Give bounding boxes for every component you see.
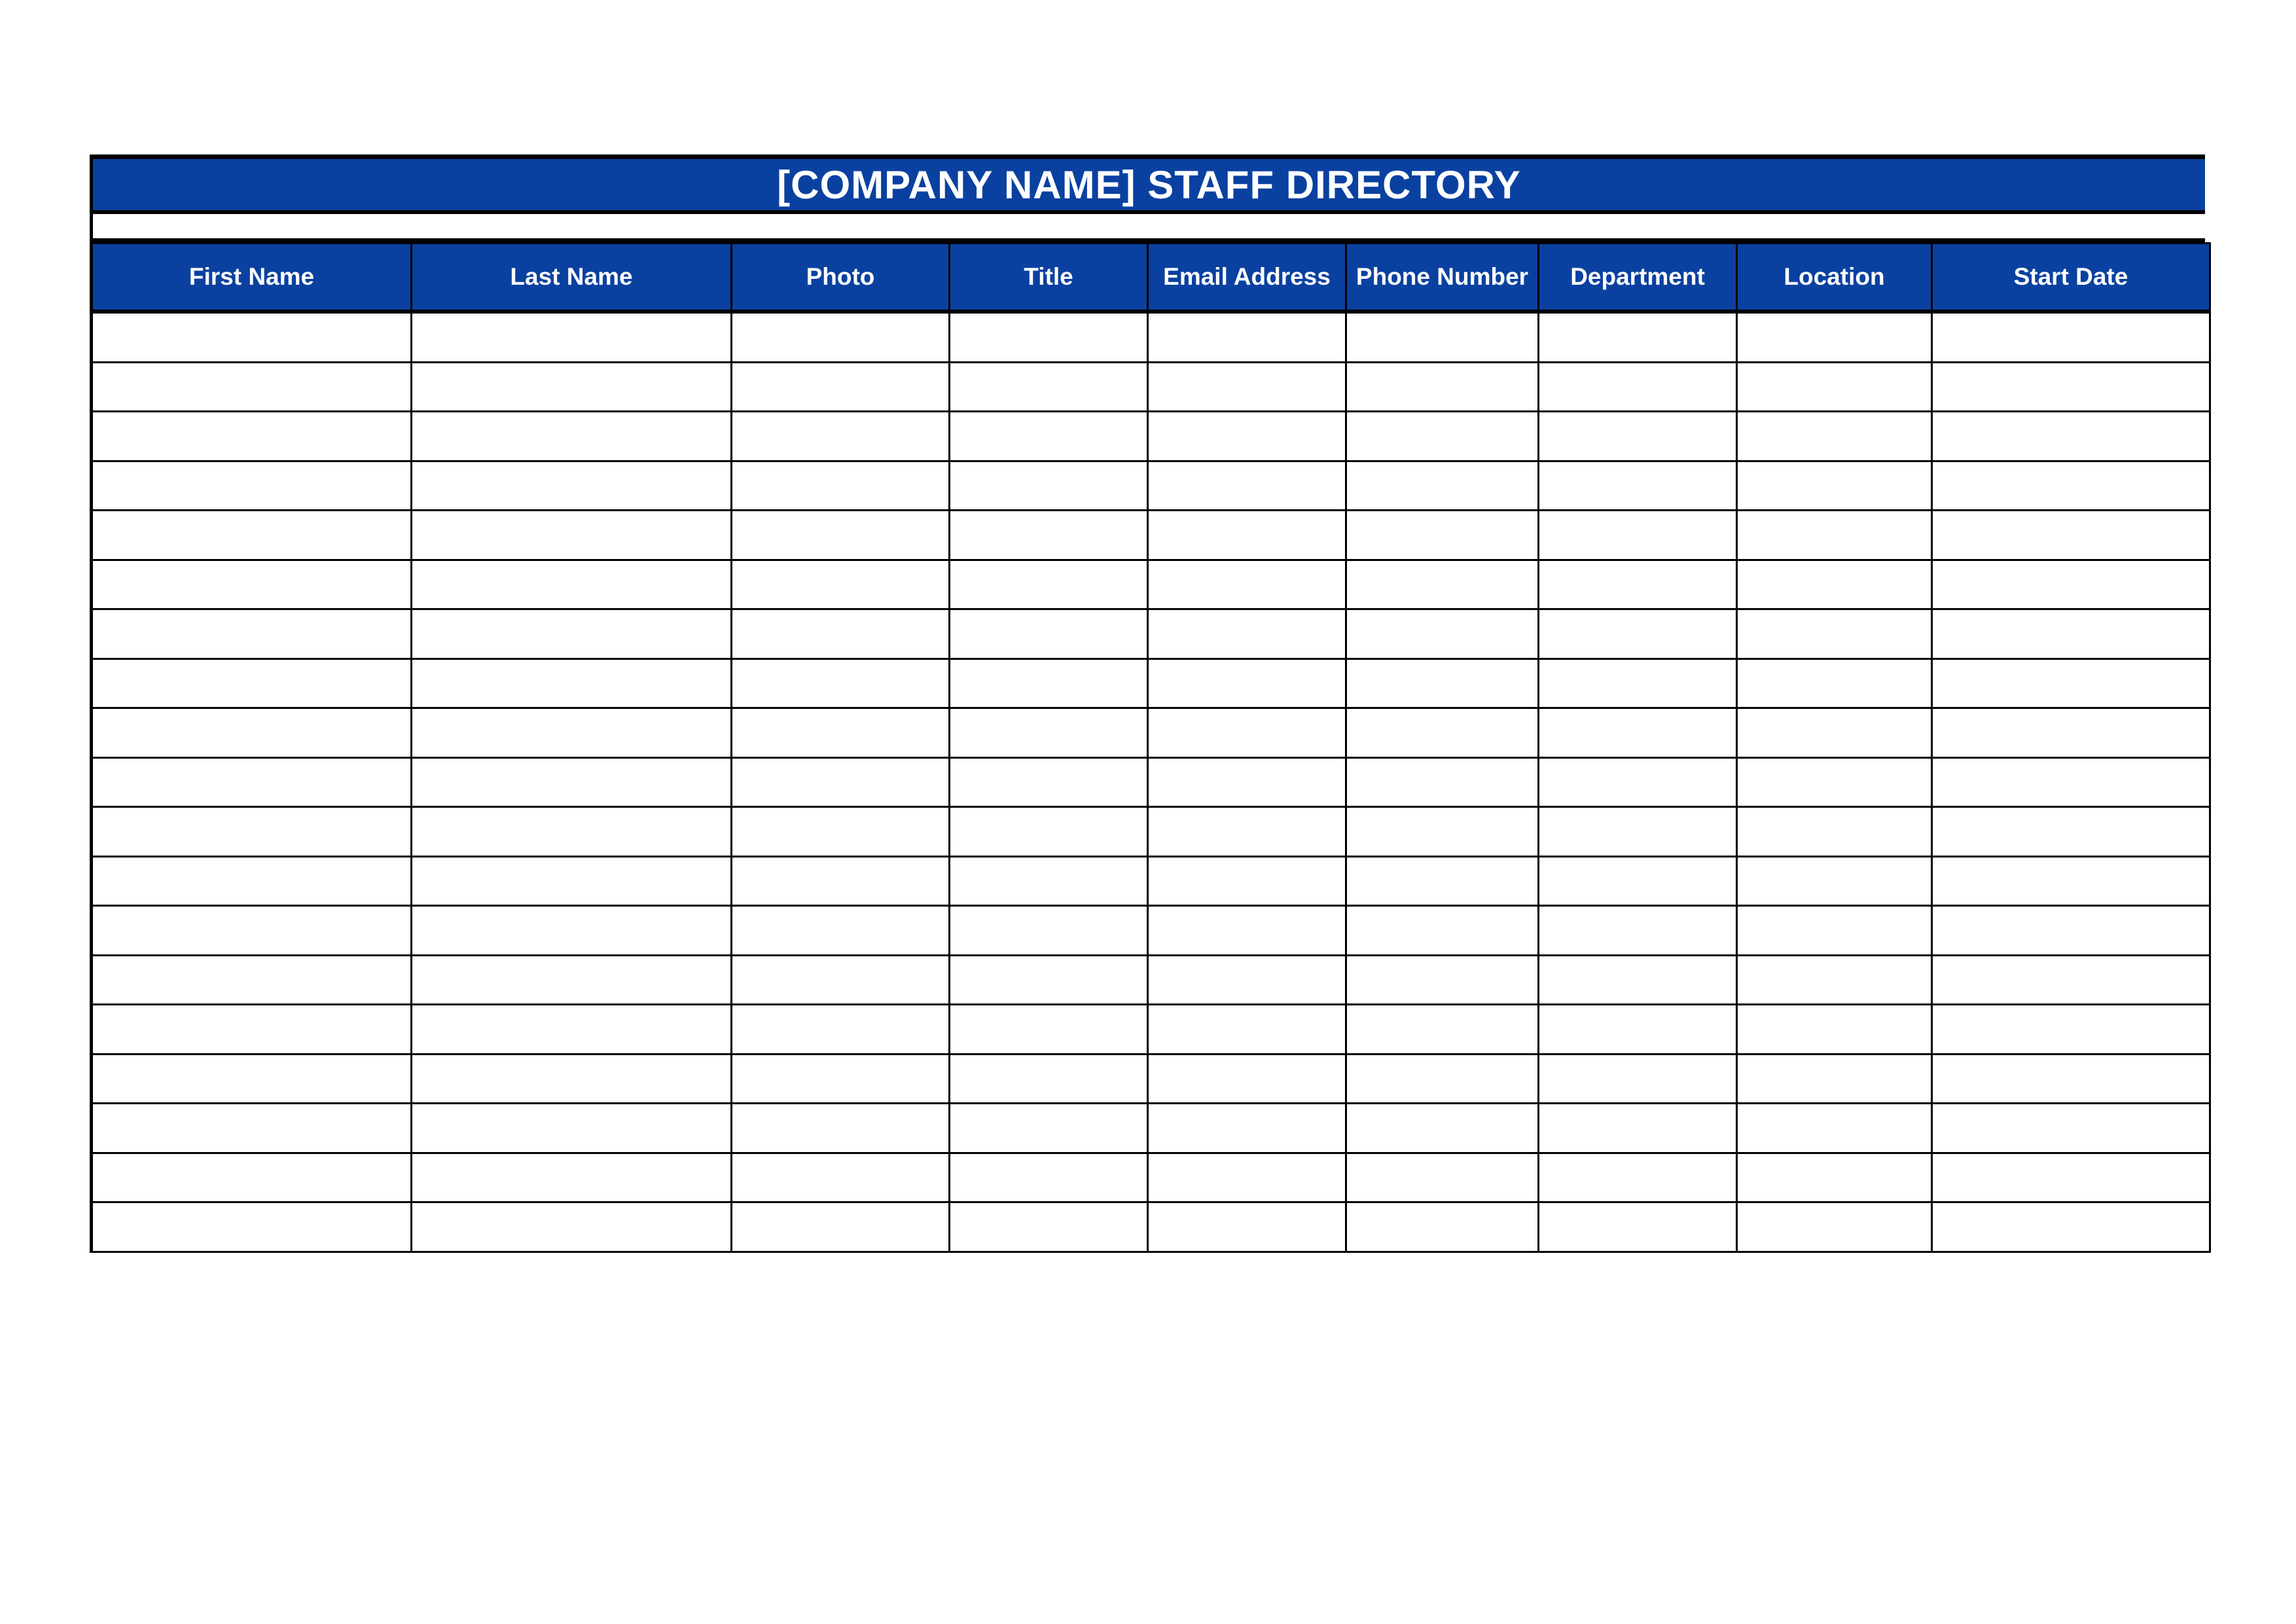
table-cell[interactable] (1346, 1202, 1539, 1252)
table-cell[interactable] (732, 412, 950, 461)
table-cell[interactable] (1148, 560, 1346, 609)
table-cell[interactable] (1346, 659, 1539, 708)
table-cell[interactable] (950, 560, 1148, 609)
table-row (92, 757, 2210, 807)
table-cell[interactable] (92, 1153, 412, 1202)
table-cell[interactable] (1932, 1202, 2210, 1252)
table-cell[interactable] (1539, 461, 1737, 511)
table-cell[interactable] (1539, 659, 1737, 708)
table-cell[interactable] (1737, 312, 1932, 362)
table-row (92, 955, 2210, 1005)
table-row (92, 1054, 2210, 1104)
table-cell[interactable] (732, 906, 950, 956)
table-cell[interactable] (1932, 1005, 2210, 1055)
table-cell[interactable] (1932, 1054, 2210, 1104)
table-cell[interactable] (1346, 1104, 1539, 1153)
table-cell[interactable] (1737, 1104, 1932, 1153)
table-cell[interactable] (1932, 461, 2210, 511)
table-cell[interactable] (1932, 757, 2210, 807)
table-cell[interactable] (1148, 312, 1346, 362)
table-cell[interactable] (92, 906, 412, 956)
table-cell[interactable] (732, 362, 950, 412)
table-cell[interactable] (1539, 312, 1737, 362)
table-cell[interactable] (412, 560, 732, 609)
table-cell[interactable] (1932, 511, 2210, 560)
staff-directory-sheet (90, 154, 2205, 1253)
table-cell[interactable] (1737, 955, 1932, 1005)
column-header-email-address: Email Address (1148, 244, 1346, 312)
title-bar (90, 154, 2205, 214)
table-cell[interactable] (1539, 609, 1737, 659)
table-cell[interactable] (412, 1005, 732, 1055)
table-cell[interactable] (1539, 708, 1737, 758)
table-cell[interactable] (92, 757, 412, 807)
table-cell[interactable] (92, 461, 412, 511)
table-cell[interactable] (1539, 807, 1737, 857)
table-cell[interactable] (1148, 708, 1346, 758)
table-cell[interactable] (412, 461, 732, 511)
table-cell[interactable] (1539, 511, 1737, 560)
table-cell[interactable] (1148, 1104, 1346, 1153)
table-cell[interactable] (950, 955, 1148, 1005)
table-cell[interactable] (950, 856, 1148, 906)
table-cell[interactable] (1539, 955, 1737, 1005)
table-cell[interactable] (412, 955, 732, 1005)
column-header-location: Location (1737, 244, 1932, 312)
table-cell[interactable] (950, 757, 1148, 807)
table-cell[interactable] (92, 1104, 412, 1153)
table-cell[interactable] (1148, 1054, 1346, 1104)
table-cell[interactable] (1148, 362, 1346, 412)
table-row (92, 1104, 2210, 1153)
column-header-photo: Photo (732, 244, 950, 312)
table-cell[interactable] (412, 807, 732, 857)
table-row (92, 807, 2210, 857)
table-cell[interactable] (732, 1153, 950, 1202)
table-cell[interactable] (412, 906, 732, 956)
table-cell[interactable] (732, 312, 950, 362)
table-cell[interactable] (1539, 1104, 1737, 1153)
table-cell[interactable] (1346, 906, 1539, 956)
table-cell[interactable] (950, 807, 1148, 857)
table-row (92, 1202, 2210, 1252)
table-cell[interactable] (1148, 1153, 1346, 1202)
table-cell[interactable] (1539, 757, 1737, 807)
table-cell[interactable] (732, 708, 950, 758)
table-cell[interactable] (1539, 1005, 1737, 1055)
table-cell[interactable] (92, 1005, 412, 1055)
table-cell[interactable] (1346, 362, 1539, 412)
table-cell[interactable] (732, 659, 950, 708)
table-cell[interactable] (92, 560, 412, 609)
table-row (92, 659, 2210, 708)
table-cell[interactable] (1932, 708, 2210, 758)
table-cell[interactable] (1737, 807, 1932, 857)
table-cell[interactable] (732, 955, 950, 1005)
table-row (92, 511, 2210, 560)
table-cell[interactable] (1346, 708, 1539, 758)
table-cell[interactable] (412, 856, 732, 906)
table-cell[interactable] (1932, 560, 2210, 609)
table-cell[interactable] (1737, 560, 1932, 609)
table-cell[interactable] (950, 1054, 1148, 1104)
table-cell[interactable] (412, 708, 732, 758)
table-cell[interactable] (1346, 1054, 1539, 1104)
table-cell[interactable] (1737, 1153, 1932, 1202)
table-row (92, 906, 2210, 956)
table-cell[interactable] (950, 1202, 1148, 1252)
table-cell[interactable] (1346, 807, 1539, 857)
table-cell[interactable] (92, 856, 412, 906)
table-cell[interactable] (1932, 312, 2210, 362)
table-cell[interactable] (1539, 1054, 1737, 1104)
table-row (92, 1005, 2210, 1055)
table-cell[interactable] (1346, 955, 1539, 1005)
table-cell[interactable] (412, 412, 732, 461)
table-cell[interactable] (1737, 461, 1932, 511)
table-cell[interactable] (1737, 1202, 1932, 1252)
table-cell[interactable] (1148, 511, 1346, 560)
table-cell[interactable] (732, 1104, 950, 1153)
table-cell[interactable] (1148, 955, 1346, 1005)
table-cell[interactable] (950, 708, 1148, 758)
table-cell[interactable] (1737, 511, 1932, 560)
table-cell[interactable] (1539, 906, 1737, 956)
table-header-row (92, 244, 2210, 312)
table-cell[interactable] (1932, 955, 2210, 1005)
table-row (92, 708, 2210, 758)
table-cell[interactable] (1148, 807, 1346, 857)
table-cell[interactable] (1932, 362, 2210, 412)
table-cell[interactable] (1346, 757, 1539, 807)
table-cell[interactable] (1737, 362, 1932, 412)
table-cell[interactable] (92, 807, 412, 857)
table-cell[interactable] (1346, 1005, 1539, 1055)
table-cell[interactable] (1148, 1202, 1346, 1252)
table-cell[interactable] (1346, 609, 1539, 659)
table-cell[interactable] (1737, 412, 1932, 461)
table-cell[interactable] (1346, 461, 1539, 511)
table-cell[interactable] (1346, 1153, 1539, 1202)
table-cell[interactable] (1737, 609, 1932, 659)
table-cell[interactable] (412, 1202, 732, 1252)
table-row (92, 856, 2210, 906)
table-cell[interactable] (732, 1054, 950, 1104)
column-header-title: Title (950, 244, 1148, 312)
table-cell[interactable] (950, 1005, 1148, 1055)
table-cell[interactable] (412, 312, 732, 362)
table-cell[interactable] (412, 511, 732, 560)
table-cell[interactable] (950, 461, 1148, 511)
table-cell[interactable] (1539, 560, 1737, 609)
table-cell[interactable] (1932, 906, 2210, 956)
table-cell[interactable] (950, 906, 1148, 956)
table-cell[interactable] (1737, 1005, 1932, 1055)
table-cell[interactable] (412, 659, 732, 708)
table-row (92, 312, 2210, 362)
table-cell[interactable] (1737, 659, 1932, 708)
table-cell[interactable] (732, 856, 950, 906)
table-cell[interactable] (92, 609, 412, 659)
table-cell[interactable] (950, 362, 1148, 412)
table-cell[interactable] (92, 659, 412, 708)
table-cell[interactable] (1148, 856, 1346, 906)
table-cell[interactable] (1539, 1153, 1737, 1202)
table-cell[interactable] (1148, 461, 1346, 511)
column-header-first-name: First Name (92, 244, 412, 312)
table-cell[interactable] (1932, 1104, 2210, 1153)
table-cell[interactable] (732, 807, 950, 857)
table-row (92, 362, 2210, 412)
table-cell[interactable] (950, 412, 1148, 461)
column-header-department: Department (1539, 244, 1737, 312)
table-cell[interactable] (1932, 856, 2210, 906)
table-cell[interactable] (1346, 511, 1539, 560)
table-row (92, 1153, 2210, 1202)
table-cell[interactable] (412, 609, 732, 659)
table-cell[interactable] (92, 362, 412, 412)
table-cell[interactable] (1737, 1054, 1932, 1104)
table-cell[interactable] (732, 560, 950, 609)
column-header-phone-number: Phone Number (1346, 244, 1539, 312)
table-cell[interactable] (732, 757, 950, 807)
table-cell[interactable] (412, 1104, 732, 1153)
table-cell[interactable] (1737, 708, 1932, 758)
table-cell[interactable] (950, 659, 1148, 708)
table-cell[interactable] (1346, 856, 1539, 906)
table-cell[interactable] (1539, 412, 1737, 461)
table-cell[interactable] (1346, 560, 1539, 609)
table-cell[interactable] (1932, 807, 2210, 857)
table-cell[interactable] (1148, 906, 1346, 956)
table-cell[interactable] (950, 1153, 1148, 1202)
table-row (92, 609, 2210, 659)
table-cell[interactable] (412, 362, 732, 412)
table-cell[interactable] (1148, 412, 1346, 461)
table-row (92, 560, 2210, 609)
table-cell[interactable] (1148, 659, 1346, 708)
table-cell[interactable] (1539, 856, 1737, 906)
table-cell[interactable] (1932, 412, 2210, 461)
column-header-last-name: Last Name (412, 244, 732, 312)
table-row (92, 461, 2210, 511)
table-cell[interactable] (1932, 659, 2210, 708)
table-cell[interactable] (92, 1202, 412, 1252)
table-cell[interactable] (92, 412, 412, 461)
directory-table (90, 242, 2211, 1253)
table-cell[interactable] (1148, 609, 1346, 659)
table-cell[interactable] (1346, 312, 1539, 362)
table-cell[interactable] (92, 955, 412, 1005)
table-cell[interactable] (412, 757, 732, 807)
table-cell[interactable] (412, 1054, 732, 1104)
table-cell[interactable] (1737, 757, 1932, 807)
table-cell[interactable] (1539, 362, 1737, 412)
table-cell[interactable] (1932, 1153, 2210, 1202)
table-cell[interactable] (950, 609, 1148, 659)
table-cell[interactable] (412, 1153, 732, 1202)
table-cell[interactable] (732, 1005, 950, 1055)
table-cell[interactable] (1539, 1202, 1737, 1252)
table-cell[interactable] (1148, 757, 1346, 807)
table-cell[interactable] (950, 1104, 1148, 1153)
table-cell[interactable] (92, 511, 412, 560)
table-body (92, 312, 2210, 1252)
table-cell[interactable] (1346, 412, 1539, 461)
table-cell[interactable] (950, 312, 1148, 362)
table-cell[interactable] (1932, 609, 2210, 659)
table-cell[interactable] (950, 511, 1148, 560)
table-cell[interactable] (732, 1202, 950, 1252)
spacer-row (90, 214, 2205, 242)
table-row (92, 412, 2210, 461)
table-cell[interactable] (1148, 1005, 1346, 1055)
table-cell[interactable] (1737, 906, 1932, 956)
table-cell[interactable] (92, 312, 412, 362)
table-cell[interactable] (1737, 856, 1932, 906)
table-cell[interactable] (732, 609, 950, 659)
page-title: [COMPANY NAME] STAFF DIRECTORY (777, 162, 1521, 207)
table-cell[interactable] (92, 708, 412, 758)
column-header-start-date: Start Date (1932, 244, 2210, 312)
table-cell[interactable] (732, 461, 950, 511)
table-cell[interactable] (92, 1054, 412, 1104)
table-cell[interactable] (732, 511, 950, 560)
